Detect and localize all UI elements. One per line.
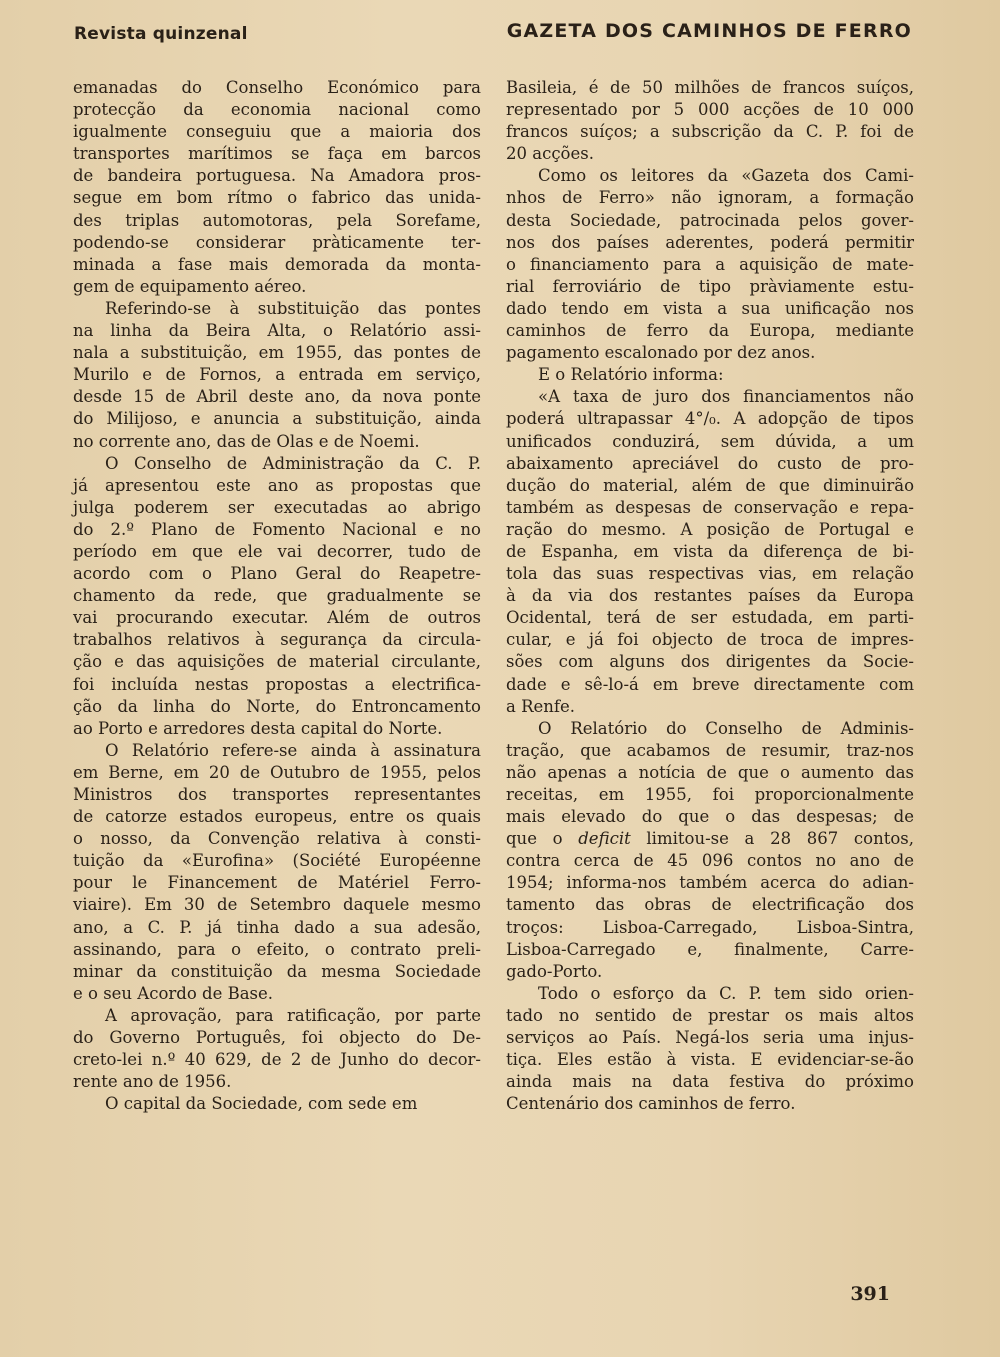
text-line: à da via dos restantes países da Europa (506, 586, 914, 606)
text-line: assinando, para o efeito, o contrato preli- (73, 939, 481, 959)
text-line: Referindo-se à substituição das pontes (105, 298, 481, 318)
text-line: o nosso, da Convenção relativa à consti- (73, 829, 481, 849)
text-line: rente ano de 1956. (73, 1072, 232, 1092)
text-line: transportes marítimos se faça em barcos (73, 144, 481, 164)
paragraph (73, 1005, 481, 1093)
text-line: tiça. Eles estão à vista. E evidenciar-se-ão (506, 1050, 914, 1070)
text-line: ção e das aquisições de material circulante, (73, 652, 481, 672)
text-line: de bandeira portuguesa. Na Amadora pros- (73, 166, 481, 186)
text-line: de catorze estados europeus, entre os quais (73, 807, 481, 827)
text-line: cular, e já foi objecto de troca de impres- (506, 630, 914, 650)
text-line: Ministros dos transportes representantes (73, 785, 481, 804)
text-line: também as despesas de conservação e repa- (506, 497, 914, 517)
text-line: troços: Lisboa-Carregado, Lisboa-Sintra, (506, 917, 914, 937)
text-line: que o deficit limitou-se a 28 867 contos, (506, 829, 914, 849)
text-line: foi incluída nestas propostas a electrifica- (73, 674, 481, 694)
text-line: trabalhos relativos à segurança da circula- (73, 630, 481, 650)
paragraph (73, 298, 481, 453)
text-line: emanadas do Conselho Económico para (73, 78, 481, 97)
text-line: Todo o esforço da C. P. tem sido orien- (538, 983, 914, 1003)
text-line: ainda mais na data festiva do próximo (506, 1072, 914, 1092)
paragraph (506, 718, 914, 983)
publication-title: GAZETA DOS CAMINHOS DE FERRO (506, 20, 912, 42)
paragraph (506, 364, 914, 386)
text-line: tuição da «Eurofina» (Société Européenne (73, 851, 481, 871)
text-line: caminhos de ferro da Europa, mediante (506, 321, 914, 341)
text-line: creto-lei n.º 40 629, de 2 de Junho do decor- (73, 1050, 481, 1070)
text-line: pagamento escalonado por dez anos. (506, 343, 816, 363)
text-line: minar da constituição da mesma Sociedade (73, 961, 481, 981)
text-line: Lisboa-Carregado e, finalmente, Carre- (506, 939, 914, 959)
text-line: não apenas a notícia de que o aumento das (506, 762, 914, 782)
text-line: tola das suas respectivas vias, em relação (506, 564, 914, 584)
text-line: já apresentou este ano as propostas que (73, 475, 481, 495)
text-line: receitas, em 1955, foi proporcionalmente (506, 785, 914, 804)
text-line: tamento das obras de electrificação dos (506, 895, 914, 915)
publication-frequency: Revista quinzenal (74, 24, 248, 44)
text-line: Ocidental, terá de ser estudada, em parti- (506, 608, 914, 628)
text-line: viaire). Em 30 de Setembro daquele mesmo (73, 895, 481, 915)
text-line: tado no sentido de prestar os mais altos (506, 1005, 914, 1025)
text-line: Murilo e de Fornos, a entrada em serviço, (73, 365, 481, 385)
text-line: ção da linha do Norte, do Entroncamento (73, 696, 481, 716)
text-line: O capital da Sociedade, com sede em (105, 1094, 418, 1114)
text-line: período em que ele vai decorrer, tudo de (73, 541, 481, 561)
text-line: 20 acções. (506, 144, 594, 164)
text-line: poderá ultrapassar 4°/₀. A adopção de tipos (506, 409, 914, 429)
text-line: representado por 5 000 acções de 10 000 (506, 100, 914, 120)
text-line: Basileia, é de 50 milhões de francos suíços, (506, 78, 914, 97)
text-line: e o seu Acordo de Base. (73, 983, 274, 1003)
text-line: abaixamento apreciável do custo de pro- (506, 453, 914, 473)
page-number: 391 (850, 1283, 890, 1305)
running-head (74, 20, 912, 50)
text-line: O Conselho de Administração da C. P. (105, 453, 481, 473)
text-line: vai procurando executar. Além de outros (73, 608, 481, 628)
text-line: ao Porto e arredores desta capital do Norte. (73, 718, 443, 738)
text-line: minada a fase mais demorada da monta- (73, 254, 481, 274)
text-line: na linha da Beira Alta, o Relatório assi- (73, 321, 481, 341)
text-line: do Milijoso, e anuncia a substituição, ainda (73, 409, 481, 429)
paragraph (506, 386, 914, 717)
text-line: nos dos países aderentes, poderá permitir (506, 232, 914, 252)
text-line: do Governo Português, foi objecto do De- (73, 1028, 481, 1048)
text-line: sões com alguns dos dirigentes da Socie- (506, 652, 914, 672)
text-line: nala a substituição, em 1955, das pontes de (73, 343, 481, 363)
text-line: nhos de Ferro» não ignoram, a formação (506, 188, 914, 208)
paragraph (506, 165, 914, 364)
paragraph (73, 77, 481, 298)
text-line: dade e sê-lo-á em breve directamente com (506, 674, 914, 694)
text-line: o financiamento para a aquisição de mate- (506, 254, 914, 274)
text-line: pour le Financement de Matériel Ferro- (73, 873, 481, 893)
paragraph (73, 740, 481, 1005)
text-line: igualmente conseguiu que a maioria dos (73, 122, 481, 142)
text-line: acordo com o Plano Geral do Reapetre- (73, 564, 481, 584)
paragraph (73, 453, 481, 740)
text-line: Centenário dos caminhos de ferro. (506, 1094, 796, 1114)
text-line: A aprovação, para ratificação, por parte (105, 1005, 481, 1025)
text-line: do 2.º Plano de Fomento Nacional e no (73, 519, 481, 539)
paragraph (506, 983, 914, 1116)
text-line: O Relatório refere-se ainda à assinatura (105, 740, 481, 760)
text-line: chamento da rede, que gradualmente se (73, 586, 481, 606)
text-line: gado-Porto. (506, 961, 603, 981)
left-column (73, 77, 481, 1115)
text-line: dução do material, além de que diminuirão (506, 475, 914, 495)
text-line: desde 15 de Abril deste ano, da nova ponte (73, 387, 481, 407)
text-line: julga poderem ser executadas ao abrigo (73, 497, 481, 517)
text-line: «A taxa de juro dos financiamentos não (538, 387, 914, 407)
text-line: des triplas automotoras, pela Sorefame, (73, 210, 481, 230)
paragraph (73, 1093, 481, 1115)
text-line: mais elevado do que o das despesas; de (506, 807, 914, 827)
text-line: O Relatório do Conselho de Adminis- (538, 718, 914, 738)
text-line: ração do mesmo. A posição de Portugal e (506, 519, 914, 539)
text-line: rial ferroviário de tipo pràviamente estu- (506, 276, 914, 296)
text-line: dado tendo em vista a sua unificação nos (506, 298, 914, 318)
text-line: no corrente ano, das de Olas e de Noemi. (73, 431, 420, 451)
paragraph (506, 77, 914, 165)
text-line: serviços ao País. Negá-los seria uma injus- (506, 1028, 914, 1048)
text-line: francos suíços; a subscrição da C. P. foi de (506, 122, 914, 142)
text-line: de Espanha, em vista da diferença de bi- (506, 541, 914, 561)
text-line: tração, que acabamos de resumir, traz-nos (506, 740, 914, 760)
text-line: E o Relatório informa: (538, 365, 724, 385)
right-column (506, 77, 914, 1115)
text-line: podendo-se considerar pràticamente ter- (73, 232, 481, 252)
text-line: em Berne, em 20 de Outubro de 1955, pelos (73, 762, 481, 782)
text-line: gem de equipamento aéreo. (73, 276, 307, 296)
text-line: protecção da economia nacional como (73, 100, 481, 120)
text-line: unificados conduzirá, sem dúvida, a um (506, 431, 914, 451)
text-line: contra cerca de 45 096 contos no ano de (506, 851, 914, 871)
text-line: segue em bom rítmo o fabrico das unida- (73, 188, 481, 208)
text-line: Como os leitores da «Gazeta dos Cami- (538, 166, 914, 186)
text-line: ano, a C. P. já tinha dado a sua adesão, (73, 917, 481, 937)
text-line: desta Sociedade, patrocinada pelos gover- (506, 210, 914, 230)
text-line: 1954; informa-nos também acerca do adian- (506, 873, 914, 893)
text-line: a Renfe. (506, 696, 576, 716)
